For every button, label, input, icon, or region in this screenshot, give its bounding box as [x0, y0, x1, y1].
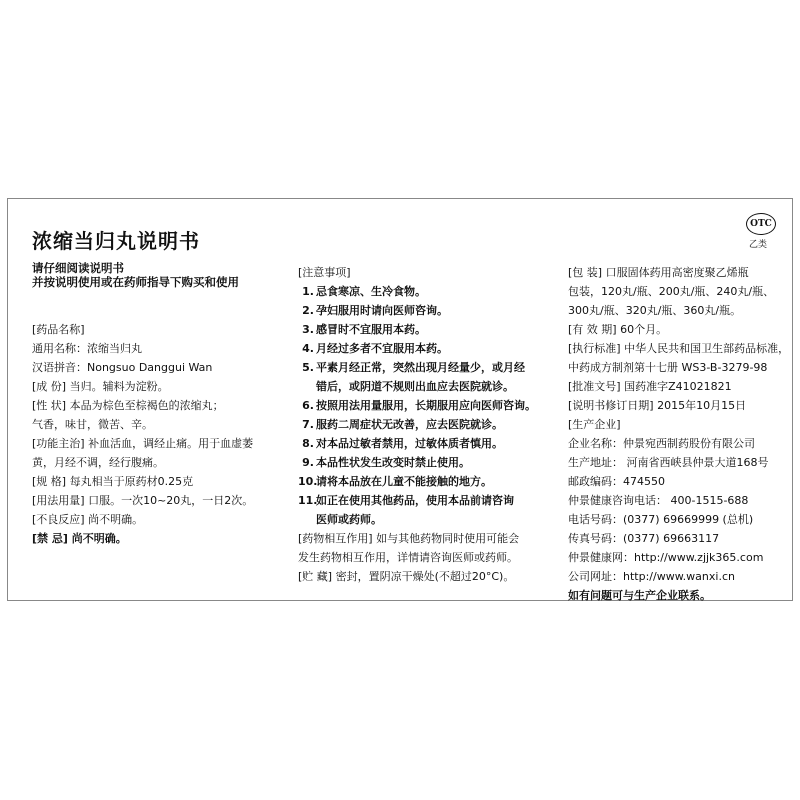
packaging-cont: 包装，120丸/瓶、200丸/瓶、240丸/瓶、 — [568, 285, 775, 298]
approval-number: [批准文号] 国药准字Z41021821 — [568, 380, 732, 393]
appearance: [性 状] 本品为棕色至棕褐色的浓缩丸； — [32, 399, 224, 412]
precaution-item-cont: 医师或药师。 — [316, 513, 382, 526]
company-address: 生产地址： 河南省西峡县仲景大道168号 — [568, 456, 769, 469]
health-website: 仲景健康网：http://www.zjjk365.com — [568, 551, 764, 564]
notice-line-1: 请仔细阅读说明书 — [32, 261, 124, 275]
read-notice — [32, 261, 239, 289]
storage: [贮 藏] 密封，置阴凉干燥处(不超过20°C)。 — [298, 570, 515, 583]
fax: 传真号码：(0377) 69663117 — [568, 532, 720, 545]
precaution-item: 9. 本品性状发生改变时禁止使用。 — [302, 456, 470, 469]
standard: [执行标准] 中华人民共和国卫生部药品标准， — [568, 342, 790, 355]
ingredients: [成 份] 当归。辅料为淀粉。 — [32, 380, 169, 393]
packaging-cont: 300丸/瓶、320丸/瓶、360丸/瓶。 — [568, 304, 742, 317]
drug-interactions: [药物相互作用] 如与其他药物同时使用可能会 — [298, 532, 520, 545]
revision-date: [说明书修订日期] 2015年10月15日 — [568, 399, 747, 412]
leaflet-sheet — [7, 198, 793, 601]
precaution-item: 7. 服药二周症状无改善，应去医院就诊。 — [302, 418, 503, 431]
document-title: 浓缩当归丸说明书 — [32, 229, 200, 253]
indications: [功能主治] 补血活血，调经止痛。用于血虚萎 — [32, 437, 254, 450]
precaution-item: 11.如正在使用其他药品，使用本品前请咨询 — [298, 494, 514, 507]
otc-badge: OTC — [746, 213, 776, 235]
precaution-item: 8. 对本品过敏者禁用，过敏体质者慎用。 — [302, 437, 503, 450]
precautions-header: [注意事项] — [298, 266, 351, 279]
section-drug-name: [药品名称] — [32, 323, 85, 336]
adverse-reactions: [不良反应] 尚不明确。 — [32, 513, 144, 526]
precaution-item: 6. 按照用法用量服用，长期服用应向医师咨询。 — [302, 399, 536, 412]
company-website: 公司网址：http://www.wanxi.cn — [568, 570, 735, 583]
postal-code: 邮政编码：474550 — [568, 475, 665, 488]
shelf-life: [有 效 期] 60个月。 — [568, 323, 668, 336]
standard-cont: 中药成方制剂第十七册 WS3-B-3279-98 — [568, 361, 768, 374]
indications-cont: 黄，月经不调，经行腹痛。 — [32, 456, 164, 469]
precaution-item: 1. 忌食寒凉、生冷食物。 — [302, 285, 426, 298]
column-drug-info — [32, 320, 282, 548]
pinyin-name: 汉语拼音：Nongsuo Danggui Wan — [32, 361, 213, 374]
appearance-cont: 气香，味甘，微苦、辛。 — [32, 418, 153, 431]
precaution-item: 10.请将本品放在儿童不能接触的地方。 — [298, 475, 492, 488]
drug-interactions-cont: 发生药物相互作用，详情请咨询医师或药师。 — [298, 551, 518, 564]
manufacturer-header: [生产企业] — [568, 418, 621, 431]
contraindications: [禁 忌] 尚不明确。 — [32, 532, 127, 545]
hotline: 仲景健康咨询电话： 400-1515-688 — [568, 494, 749, 507]
precaution-item: 5. 平素月经正常，突然出现月经量少，或月经 — [302, 361, 525, 374]
precaution-item: 4. 月经过多者不宜服用本药。 — [302, 342, 448, 355]
contact-note: 如有问题可与生产企业联系。 — [568, 589, 711, 602]
phone: 电话号码：(0377) 69669999 (总机) — [568, 513, 754, 526]
generic-name: 通用名称：浓缩当归丸 — [32, 342, 142, 355]
column-precautions — [298, 263, 548, 586]
otc-class-label: 乙类 — [749, 240, 768, 250]
specification: [规 格] 每丸相当于原药材0.25克 — [32, 475, 194, 488]
notice-line-2: 并按说明使用或在药师指导下购买和使用 — [32, 275, 239, 289]
company-name: 企业名称：仲景宛西制药股份有限公司 — [568, 437, 755, 450]
column-packaging-manufacturer — [568, 263, 788, 605]
precaution-item-cont: 错后，或阴道不规则出血应去医院就诊。 — [316, 380, 514, 393]
precaution-item: 3. 感冒时不宜服用本药。 — [302, 323, 426, 336]
packaging: [包 装] 口服固体药用高密度聚乙烯瓶 — [568, 266, 749, 279]
dosage: [用法用量] 口服。一次10~20丸，一日2次。 — [32, 494, 254, 507]
precaution-item: 2. 孕妇服用时请向医师咨询。 — [302, 304, 448, 317]
